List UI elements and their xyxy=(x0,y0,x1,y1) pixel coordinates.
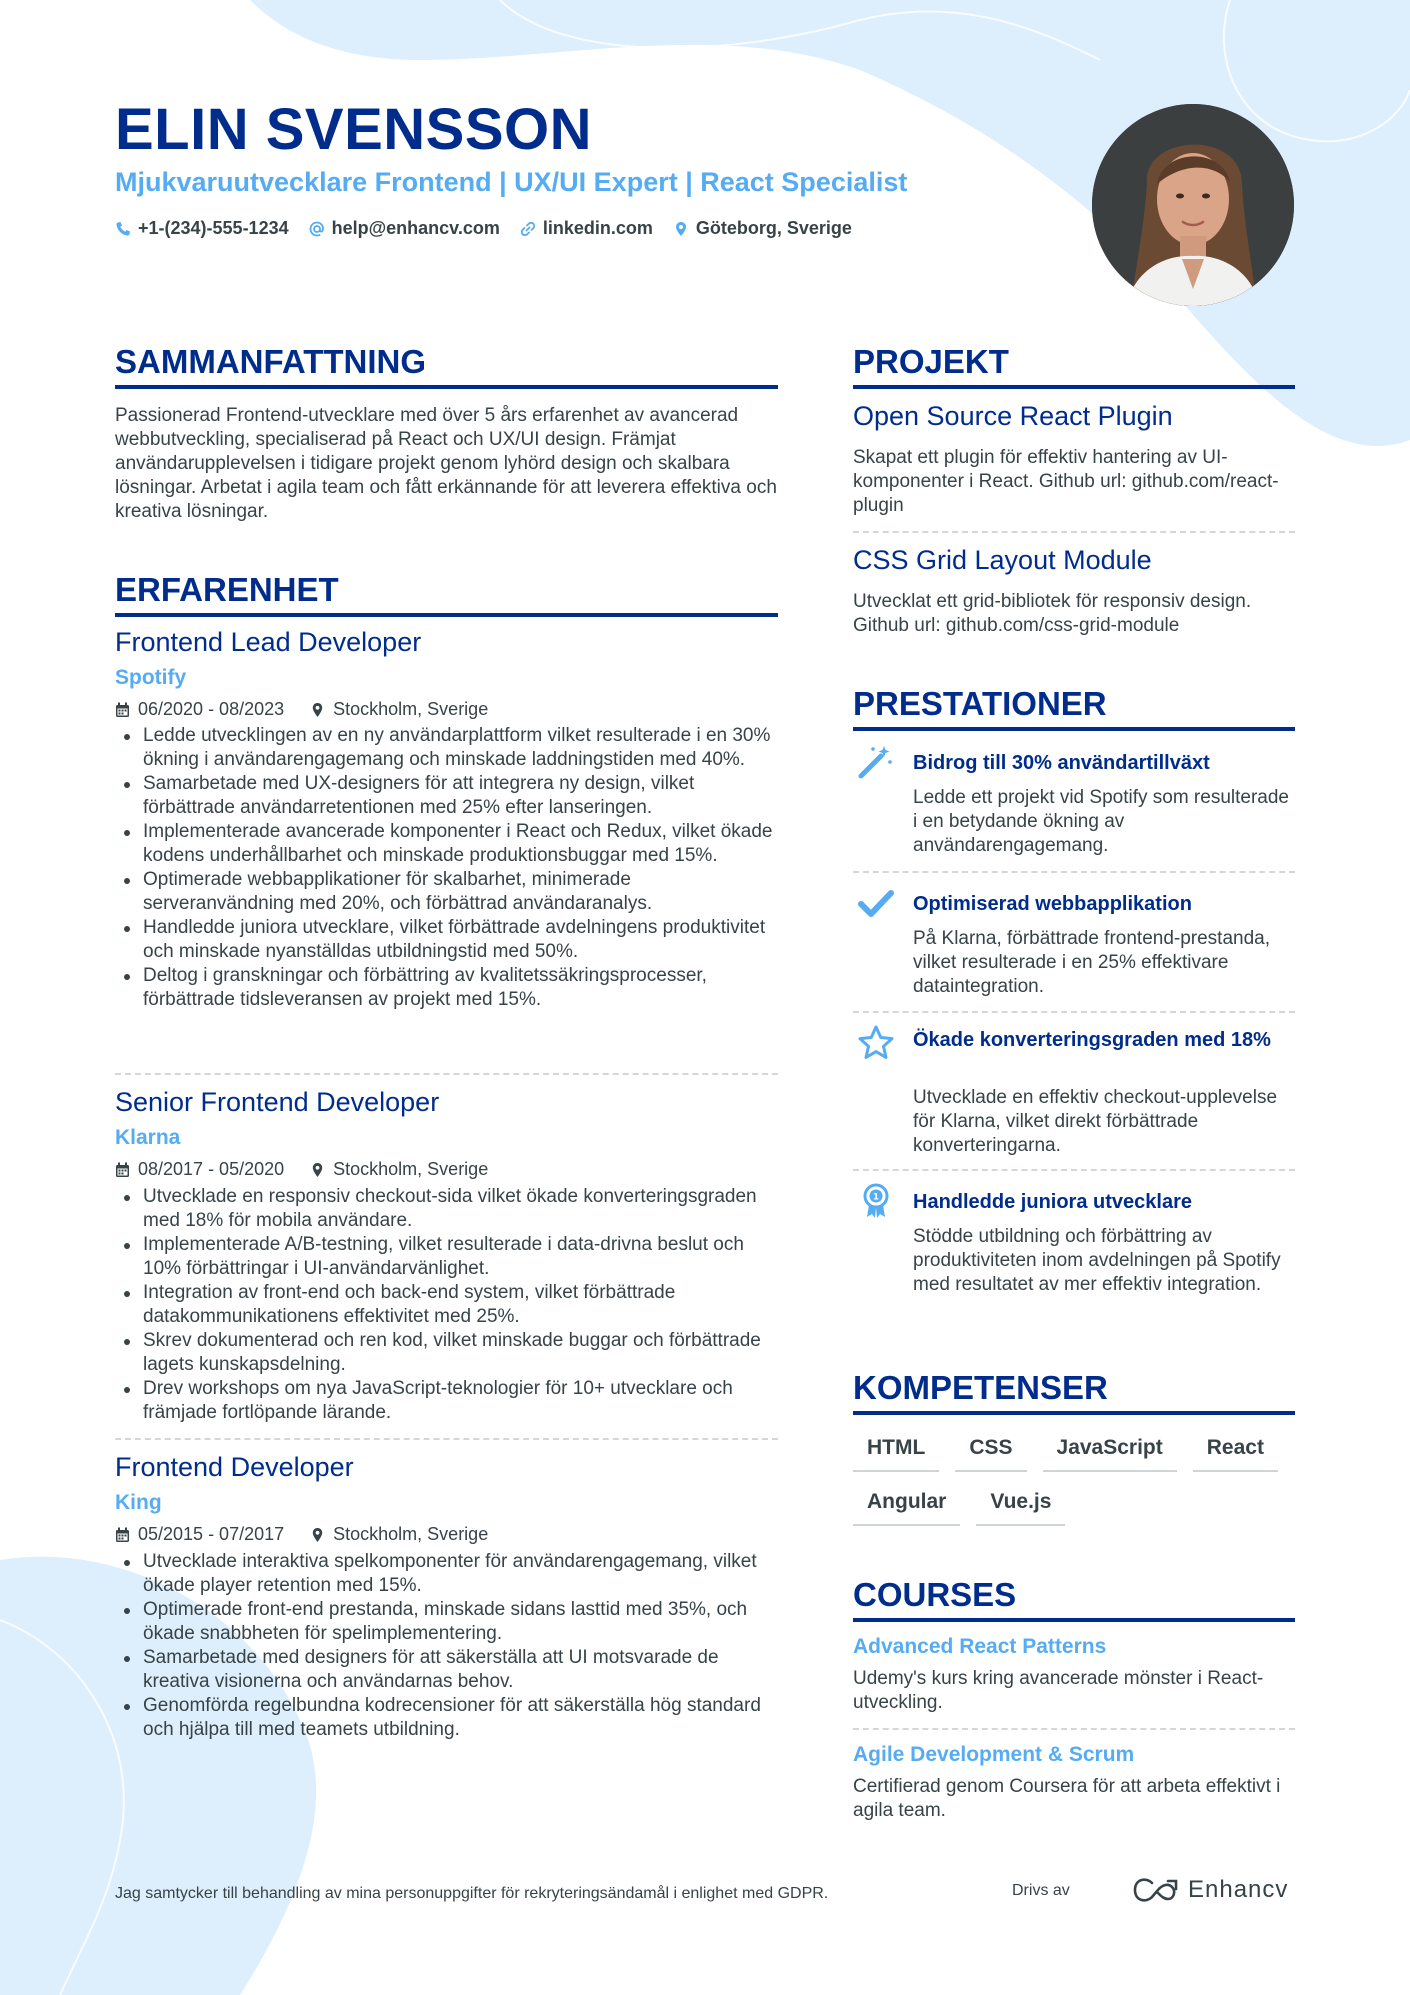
candidate-headline: Mjukvaruutvecklare Frontend | UX/UI Expert | React Specialist xyxy=(115,167,908,197)
achievements-heading: PRESTATIONER xyxy=(853,685,1295,731)
job-dates: 05/2015 - 07/2017 xyxy=(138,1524,285,1544)
courses-heading: COURSES xyxy=(853,1576,1295,1622)
divider xyxy=(115,1073,778,1075)
skills-list xyxy=(853,1430,1295,1526)
divider xyxy=(853,1728,1295,1730)
divider xyxy=(853,871,1295,873)
divider xyxy=(853,1169,1295,1171)
list-item: Skrev dokumenterad och ren kod, vilket minskade buggar och förbättrade lagets kunskapsdelning. xyxy=(115,1329,778,1377)
projects-heading: PROJEKT xyxy=(853,343,1295,389)
list-item: Optimerade front-end prestanda, minskade sidans lasttid med 35%, och ökade snabbheten för spelimplementering. xyxy=(115,1598,778,1646)
job-location: Stockholm, Sverige xyxy=(333,1159,489,1179)
job-company: Spotify xyxy=(115,666,187,689)
job-dates: 06/2020 - 08/2023 xyxy=(138,699,285,719)
experience-heading: ERFARENHET xyxy=(115,571,778,617)
list-item: Genomförda regelbundna kodrecensioner för att säkerställa hög standard och hjälpa till med teamets utbildning. xyxy=(115,1694,778,1742)
course-title: Advanced React Patterns xyxy=(853,1635,1107,1658)
project-description: Skapat ett plugin för effektiv hantering av UI-komponenter i React. Github url: github.com/react-plugin xyxy=(853,447,1279,516)
skills-heading: KOMPETENSER xyxy=(853,1369,1295,1415)
job-title: Senior Frontend Developer xyxy=(115,1087,440,1117)
contact-location xyxy=(673,218,852,239)
phone-icon xyxy=(115,221,131,237)
magic-wand-icon xyxy=(857,743,895,781)
linkedin-text: linkedin.com xyxy=(542,218,653,238)
location-icon xyxy=(310,702,325,718)
course-title: Agile Development & Scrum xyxy=(853,1743,1135,1766)
list-item: Implementerade avancerade komponenter i React och Redux, vilket ökade kodens underhållbarhet och minskade produktionsbuggar med 15%. xyxy=(115,820,778,868)
achievement-title: Handledde juniora utvecklare xyxy=(913,1191,1192,1213)
job-location: Stockholm, Sverige xyxy=(333,1524,489,1544)
profile-photo xyxy=(1092,104,1294,306)
phone-text: +1-(234)-555-1234 xyxy=(138,218,289,238)
skill-tag: React xyxy=(1193,1430,1278,1472)
list-item: Utvecklade interaktiva spelkomponenter för användarengagemang, vilket ökade player retention med 15%. xyxy=(115,1550,778,1598)
skill-tag: Angular xyxy=(853,1484,960,1526)
contact-info xyxy=(115,218,852,239)
list-item: Handledde juniora utvecklare, vilket förbättrade avdelningens produktivitet och minskade nyanställdas utbildningstid med 50%. xyxy=(115,916,778,964)
location-text: Göteborg, Sverige xyxy=(695,218,852,238)
brand-name: Enhancv xyxy=(1188,1876,1289,1903)
svg-text:1: 1 xyxy=(872,1192,880,1203)
project-title: Open Source React Plugin xyxy=(853,401,1173,431)
list-item: Ledde utvecklingen av en ny användarplattform vilket resulterade i en 30% ökning i användarengagemang och minskade laddningstiden med 40%. xyxy=(115,724,778,772)
list-item: Drev workshops om nya JavaScript-teknologier för 10+ utvecklare och främjade fortlöpande lärande. xyxy=(115,1377,778,1425)
job-title: Frontend Developer xyxy=(115,1452,354,1482)
at-icon xyxy=(309,221,325,237)
link-icon xyxy=(520,221,536,237)
divider xyxy=(853,1011,1295,1013)
enhancv-logo-icon xyxy=(1132,1877,1178,1903)
location-icon xyxy=(673,221,689,237)
skill-tag: JavaScript xyxy=(1043,1430,1177,1472)
achievement-title: Bidrog till 30% användartillväxt xyxy=(913,752,1210,774)
contact-linkedin[interactable] xyxy=(520,218,653,239)
list-item: Deltog i granskningar och förbättring av kvalitetssäkringsprocesser, förbättrade tidsleveransen av projekt med 15%. xyxy=(115,964,778,1012)
job-meta xyxy=(115,1159,488,1180)
list-item: Samarbetade med designers för att säkerställa att UI motsvarade de kreativa visionerna och användarnas behov. xyxy=(115,1646,778,1694)
skill-tag: CSS xyxy=(955,1430,1026,1472)
project-description: Utvecklat ett grid-bibliotek för responsiv design. Github url: github.com/css-grid-module xyxy=(853,591,1252,636)
email-text: help@enhancv.com xyxy=(331,218,500,238)
achievement-title: Optimiserad webbapplikation xyxy=(913,893,1192,915)
skill-tag: Vue.js xyxy=(976,1484,1065,1526)
job-meta xyxy=(115,1524,488,1545)
job-location: Stockholm, Sverige xyxy=(333,699,489,719)
job-company: King xyxy=(115,1491,162,1514)
calendar-icon xyxy=(115,1527,130,1543)
checkmark-icon xyxy=(857,884,895,922)
summary-heading: SAMMANFATTNING xyxy=(115,343,778,389)
contact-email[interactable] xyxy=(309,218,500,239)
enhancv-logo[interactable] xyxy=(1132,1876,1288,1904)
course-description: Udemy's kurs kring avancerade mönster i React-utveckling. xyxy=(853,1668,1264,1713)
calendar-icon xyxy=(115,1162,130,1178)
project-title: CSS Grid Layout Module xyxy=(853,545,1152,575)
achievement-description: Stödde utbildning och förbättring av produktiviteten inom avdelningen på Spotify med resultatet av mer effektiv integration. xyxy=(913,1226,1281,1295)
candidate-name: ELIN SVENSSON xyxy=(115,97,593,162)
job-dates: 08/2017 - 05/2020 xyxy=(138,1159,285,1179)
job-company: Klarna xyxy=(115,1126,181,1149)
gdpr-consent: Jag samtycker till behandling av mina personuppgifter för rekryteringsändamål i enlighet med GDPR. xyxy=(115,1885,829,1902)
job-meta xyxy=(115,699,488,720)
summary-text: Passionerad Frontend-utvecklare med över 5 års erfarenhet av avancerad webbutveckling, specialiserad på React och UX/UI design. Främjat användarupplevelsen i tidigare projekt genom lyhörd design och skalbara lösningar. Arbetat i agila team och fått erkännande för att leverera effektiva och kreativa lösningar. xyxy=(115,405,777,522)
contact-phone[interactable] xyxy=(115,218,289,239)
list-item: Utvecklade en responsiv checkout-sida vilket ökade konverteringsgraden med 18% för mobila användare. xyxy=(115,1185,778,1233)
list-item: Optimerade webbapplikationer för skalbarhet, minimerade serveranvändning med 20%, och förbättrad användaranalys. xyxy=(115,868,778,916)
divider xyxy=(853,531,1295,533)
list-item: Integration av front-end och back-end system, vilket förbättrade datakommunikationens effektivitet med 25%. xyxy=(115,1281,778,1329)
calendar-icon xyxy=(115,702,130,718)
job-title: Frontend Lead Developer xyxy=(115,627,422,657)
list-item: Implementerade A/B-testning, vilket resulterade i data-drivna beslut och 10% förbättringar i UI-användarvänlighet. xyxy=(115,1233,778,1281)
achievement-description: Ledde ett projekt vid Spotify som resulterade i en betydande ökning av användarengagemang. xyxy=(913,787,1289,856)
medal-icon xyxy=(857,1182,895,1220)
job-bullets xyxy=(115,1185,778,1425)
divider xyxy=(115,1438,778,1440)
location-icon xyxy=(310,1527,325,1543)
job-bullets xyxy=(115,724,778,1012)
skill-tag: HTML xyxy=(853,1430,939,1472)
list-item: Samarbetade med UX-designers för att integrera ny design, vilket förbättrade användarretentionen med 25% efter lanseringen. xyxy=(115,772,778,820)
location-icon xyxy=(310,1162,325,1178)
powered-by-label: Drivs av xyxy=(1012,1882,1070,1899)
star-icon xyxy=(857,1024,895,1062)
job-bullets xyxy=(115,1550,778,1742)
achievement-title: Ökade konverteringsgraden med 18% xyxy=(913,1029,1271,1051)
course-description: Certifierad genom Coursera för att arbeta effektivt i agila team. xyxy=(853,1776,1281,1821)
achievement-description: Utvecklade en effektiv checkout-upplevelse för Klarna, vilket direkt förbättrade konverteringarna. xyxy=(913,1087,1278,1156)
achievement-description: På Klarna, förbättrade frontend-prestanda, vilket resulterade i en 25% effektivare dataintegration. xyxy=(913,928,1271,997)
